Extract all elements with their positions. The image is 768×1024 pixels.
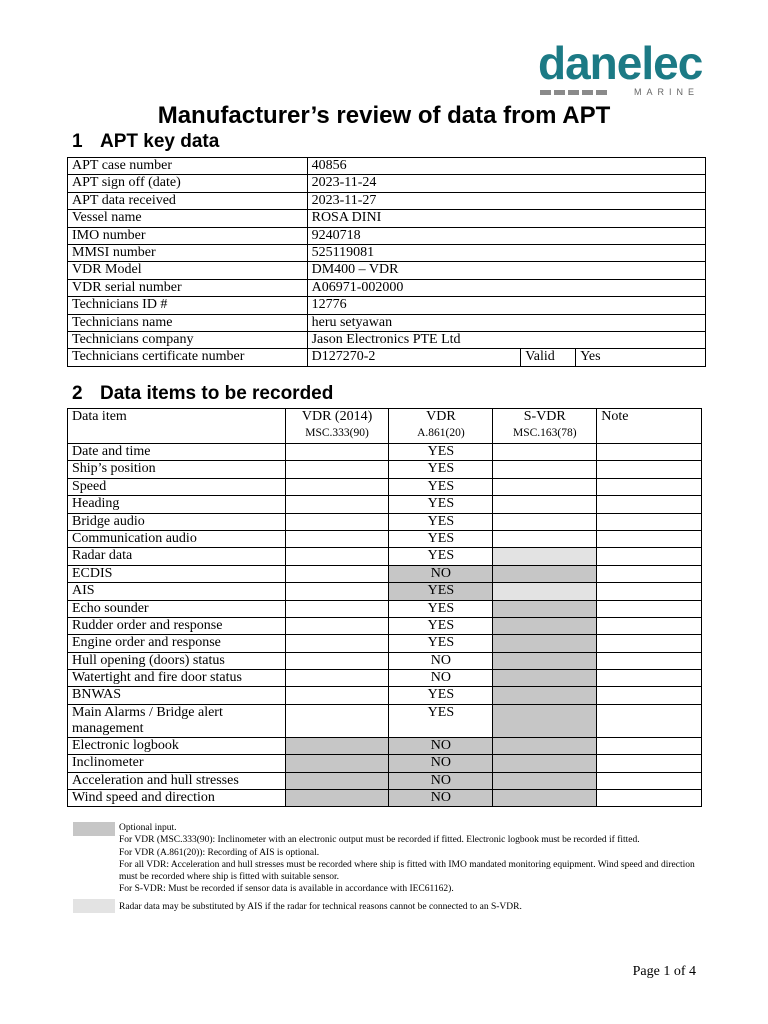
- radar-swatch: [73, 899, 115, 913]
- key-value: heru setyawan: [307, 314, 705, 331]
- item-row: [68, 444, 702, 461]
- key-row: [68, 175, 706, 192]
- item-svdr: [493, 530, 597, 547]
- item-note: [597, 583, 702, 600]
- header-svdr-sub: MSC.163(78): [512, 427, 577, 439]
- item-name: ECDIS: [68, 565, 286, 582]
- item-row: [68, 565, 702, 582]
- key-label: IMO number: [68, 227, 308, 244]
- item-vdr-2014: [285, 617, 389, 634]
- item-note: [597, 513, 702, 530]
- legend-optional: [73, 822, 703, 896]
- item-row: [68, 652, 702, 669]
- legend-radar: [73, 899, 703, 913]
- key-row: [68, 158, 706, 175]
- item-vdr-2014: [285, 600, 389, 617]
- item-svdr: [493, 513, 597, 530]
- header-vdr-2014-label: VDR (2014): [301, 409, 373, 424]
- legend-optional-text: [119, 822, 703, 896]
- item-row: [68, 530, 702, 547]
- item-svdr: [493, 617, 597, 634]
- key-row: [68, 262, 706, 279]
- item-svdr: [493, 548, 597, 565]
- item-name: Wind speed and direction: [68, 790, 286, 807]
- header-svdr-label: S-VDR: [523, 409, 566, 424]
- item-vdr: YES: [389, 513, 493, 530]
- item-note: [597, 737, 702, 754]
- item-vdr-2014: [285, 565, 389, 582]
- item-vdr: YES: [389, 478, 493, 495]
- item-name: Hull opening (doors) status: [68, 652, 286, 669]
- item-vdr: YES: [389, 635, 493, 652]
- key-value: 525119081: [307, 244, 705, 261]
- item-vdr-2014: [285, 583, 389, 600]
- data-items-table: [67, 408, 702, 807]
- item-vdr: NO: [389, 755, 493, 772]
- item-note: [597, 652, 702, 669]
- item-name: Watertight and fire door status: [68, 670, 286, 687]
- item-row: [68, 617, 702, 634]
- key-row: [68, 314, 706, 331]
- item-vdr: YES: [389, 704, 493, 737]
- legend-line: For S-VDR: Must be recorded if sensor data is available in accordance with IEC61162).: [119, 884, 454, 895]
- key-label: APT sign off (date): [68, 175, 308, 192]
- item-row: [68, 790, 702, 807]
- logo-subtitle: MARINE: [634, 87, 700, 97]
- item-vdr: YES: [389, 583, 493, 600]
- item-note: [597, 600, 702, 617]
- item-svdr: [493, 670, 597, 687]
- legend-radar-text: Radar data may be substituted by AIS if the radar for technical reasons cannot be connected to an S-VDR.: [119, 902, 522, 912]
- header-vdr-2014-sub: MSC.333(90): [305, 427, 369, 439]
- item-svdr: [493, 600, 597, 617]
- item-vdr-2014: [285, 548, 389, 565]
- item-vdr: NO: [389, 652, 493, 669]
- item-vdr: NO: [389, 772, 493, 789]
- item-note: [597, 565, 702, 582]
- key-value: D127270-2: [307, 349, 521, 366]
- item-note: [597, 772, 702, 789]
- header-note: Note: [597, 409, 702, 444]
- key-row: [68, 279, 706, 296]
- item-name: Echo sounder: [68, 600, 286, 617]
- item-note: [597, 461, 702, 478]
- key-row: [68, 210, 706, 227]
- key-value: DM400 – VDR: [307, 262, 705, 279]
- key-value: ROSA DINI: [307, 210, 705, 227]
- section-2-heading: [72, 383, 333, 405]
- item-note: [597, 687, 702, 704]
- item-row: [68, 772, 702, 789]
- item-vdr: NO: [389, 790, 493, 807]
- key-label: Technicians name: [68, 314, 308, 331]
- item-note: [597, 548, 702, 565]
- key-value: 9240718: [307, 227, 705, 244]
- key-value: 2023-11-24: [307, 175, 705, 192]
- legend-line: For VDR (A.861(20)): Recording of AIS is optional.: [119, 847, 320, 858]
- item-row: [68, 687, 702, 704]
- item-note: [597, 704, 702, 737]
- item-name: Radar data: [68, 548, 286, 565]
- item-name: Electronic logbook: [68, 737, 286, 754]
- item-svdr: [493, 461, 597, 478]
- key-value: 12776: [307, 297, 705, 314]
- item-svdr: [493, 755, 597, 772]
- key-value: A06971-002000: [307, 279, 705, 296]
- key-label: MMSI number: [68, 244, 308, 261]
- item-vdr-2014: [285, 496, 389, 513]
- item-name: Acceleration and hull stresses: [68, 772, 286, 789]
- optional-swatch: [73, 822, 115, 836]
- item-name: Ship’s position: [68, 461, 286, 478]
- item-vdr-2014: [285, 530, 389, 547]
- item-vdr-2014: [285, 461, 389, 478]
- item-row: [68, 737, 702, 754]
- item-name: BNWAS: [68, 687, 286, 704]
- legend-line: For all VDR: Acceleration and hull stresses must be recorded where ship is fitted with IMO mandated monitoring equipment. Wind speed and direction must be recorded where ship is fitted with suitable sensor.: [119, 859, 695, 883]
- item-row: [68, 478, 702, 495]
- item-name: Date and time: [68, 444, 286, 461]
- item-vdr-2014: [285, 635, 389, 652]
- item-name: Bridge audio: [68, 513, 286, 530]
- item-svdr: [493, 635, 597, 652]
- items-header-row: [68, 409, 702, 444]
- item-vdr-2014: [285, 478, 389, 495]
- item-vdr-2014: [285, 652, 389, 669]
- item-row: [68, 548, 702, 565]
- item-row: [68, 670, 702, 687]
- key-value: 2023-11-27: [307, 192, 705, 209]
- key-label: VDR serial number: [68, 279, 308, 296]
- item-note: [597, 635, 702, 652]
- header-vdr: [389, 409, 493, 444]
- item-name: Speed: [68, 478, 286, 495]
- item-vdr: NO: [389, 565, 493, 582]
- valid-value: Yes: [576, 349, 706, 366]
- item-vdr: NO: [389, 737, 493, 754]
- item-vdr: YES: [389, 461, 493, 478]
- key-row: [68, 331, 706, 348]
- item-vdr-2014: [285, 687, 389, 704]
- key-label: VDR Model: [68, 262, 308, 279]
- header-data-item: Data item: [68, 409, 286, 444]
- item-row: [68, 496, 702, 513]
- item-svdr: [493, 444, 597, 461]
- key-row: [68, 349, 706, 366]
- section-1-title: APT key data: [100, 131, 220, 152]
- item-svdr: [493, 496, 597, 513]
- item-vdr-2014: [285, 772, 389, 789]
- header-svdr: [493, 409, 597, 444]
- valid-label: Valid: [521, 349, 576, 366]
- item-name: Communication audio: [68, 530, 286, 547]
- item-svdr: [493, 772, 597, 789]
- key-label: Technicians ID #: [68, 297, 308, 314]
- key-row: [68, 297, 706, 314]
- item-svdr: [493, 790, 597, 807]
- key-row: [68, 227, 706, 244]
- item-name: Inclinometer: [68, 755, 286, 772]
- header-vdr-2014: [285, 409, 389, 444]
- section-1-number: 1: [72, 131, 83, 152]
- danelec-logo: [538, 37, 703, 98]
- section-2-number: 2: [72, 383, 83, 404]
- item-note: [597, 496, 702, 513]
- section-2-title: Data items to be recorded: [100, 383, 334, 404]
- logo-wordmark: danelec: [538, 37, 703, 89]
- header-vdr-label: VDR: [426, 409, 456, 424]
- key-row: [68, 192, 706, 209]
- item-svdr: [493, 687, 597, 704]
- item-vdr-2014: [285, 737, 389, 754]
- item-name: Engine order and response: [68, 635, 286, 652]
- key-label: Vessel name: [68, 210, 308, 227]
- logo-bars: [540, 90, 607, 95]
- item-vdr: YES: [389, 687, 493, 704]
- page-number: Page 1 of 4: [632, 964, 696, 979]
- page-title: Manufacturer’s review of data from APT: [157, 102, 611, 129]
- item-note: [597, 530, 702, 547]
- item-vdr-2014: [285, 444, 389, 461]
- item-name: Rudder order and response: [68, 617, 286, 634]
- legend-line: For VDR (MSC.333(90): Inclinometer with an electronic output must be recorded if fitted. Electronic logbook must be recorded if fitted.: [119, 835, 640, 846]
- item-vdr: YES: [389, 600, 493, 617]
- item-note: [597, 670, 702, 687]
- item-row: [68, 583, 702, 600]
- item-row: [68, 755, 702, 772]
- item-vdr: YES: [389, 548, 493, 565]
- item-vdr: NO: [389, 670, 493, 687]
- item-svdr: [493, 565, 597, 582]
- item-note: [597, 444, 702, 461]
- item-vdr: YES: [389, 444, 493, 461]
- item-svdr: [493, 704, 597, 737]
- header-vdr-sub: A.861(20): [417, 427, 465, 439]
- item-svdr: [493, 583, 597, 600]
- item-vdr-2014: [285, 790, 389, 807]
- item-note: [597, 755, 702, 772]
- item-row: [68, 600, 702, 617]
- item-note: [597, 617, 702, 634]
- section-1-heading: [72, 131, 219, 153]
- key-label: APT data received: [68, 192, 308, 209]
- item-vdr-2014: [285, 670, 389, 687]
- item-row: [68, 704, 702, 737]
- key-label: APT case number: [68, 158, 308, 175]
- item-name: Main Alarms / Bridge alert management: [68, 704, 286, 737]
- item-svdr: [493, 478, 597, 495]
- legend-line: Optional input.: [119, 823, 177, 833]
- item-svdr: [493, 652, 597, 669]
- key-label: Technicians company: [68, 331, 308, 348]
- item-vdr: YES: [389, 496, 493, 513]
- item-row: [68, 513, 702, 530]
- apt-key-data-table: [67, 157, 706, 367]
- item-note: [597, 478, 702, 495]
- item-vdr-2014: [285, 513, 389, 530]
- item-vdr: YES: [389, 617, 493, 634]
- item-row: [68, 635, 702, 652]
- item-vdr-2014: [285, 755, 389, 772]
- item-vdr: YES: [389, 530, 493, 547]
- item-note: [597, 790, 702, 807]
- item-row: [68, 461, 702, 478]
- key-value: Jason Electronics PTE Ltd: [307, 331, 705, 348]
- key-label: Technicians certificate number: [68, 349, 308, 366]
- item-vdr-2014: [285, 704, 389, 737]
- item-svdr: [493, 737, 597, 754]
- item-name: Heading: [68, 496, 286, 513]
- key-value: 40856: [307, 158, 705, 175]
- key-row: [68, 244, 706, 261]
- item-name: AIS: [68, 583, 286, 600]
